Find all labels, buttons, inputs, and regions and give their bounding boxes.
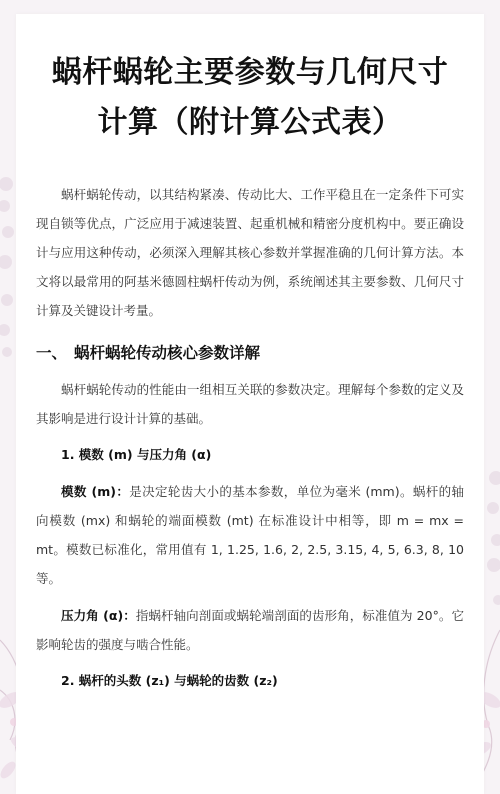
pressure-angle-term: 压力角 (α)： <box>61 608 136 623</box>
article-body <box>16 180 484 695</box>
intro-paragraph: 蜗杆蜗轮传动，以其结构紧凑、传动比大、工作平稳且在一定条件下可实现自锁等优点，广泛应用于减速装置、起重机械和精密分度机构中。要正确设计与应用这种传动，必须深入理解其核心参数并掌握准确的几何计算方法。本文将以最常用的阿基米德圆柱蜗杆传动为例，系统阐述其主要参数、几何尺寸计算及关键设计考量。 <box>36 187 464 318</box>
article-card <box>16 14 484 794</box>
section-1-number: 一、 <box>36 344 68 362</box>
subsection-2-heading: 2. 蜗杆的头数 (z₁) 与蜗轮的齿数 (z₂) <box>61 673 278 688</box>
modulus-definition <box>36 477 464 593</box>
modulus-text: 是决定轮齿大小的基本参数，单位为毫米 (mm)。蜗杆的轴向模数 (mx) 和蜗轮的端面模数 (mt) 在标准设计中相等，即 m = mx = mt。模数已标准化，常用值有 1, 1.25, 1.6, 2, 2.5, 3.15, 4, 5, 6.3, 8, 10 等。 <box>36 484 464 586</box>
title-line-1: 蜗杆蜗轮主要参数与几何尺寸 <box>51 55 449 90</box>
section-1-title: 蜗杆蜗轮传动核心参数详解 <box>74 344 261 362</box>
section-1-heading <box>36 339 464 367</box>
article-title <box>16 48 484 148</box>
title-line-2: 计算（附计算公式表） <box>97 105 403 140</box>
subsection-1-heading: 1. 模数 (m) 与压力角 (α) <box>61 447 212 462</box>
pressure-angle-text: 指蜗杆轴向剖面或蜗轮端剖面的齿形角，标准值为 20°。它影响轮齿的强度与啮合性能。 <box>36 608 464 652</box>
section-1-intro: 蜗杆蜗轮传动的性能由一组相互关联的参数决定。理解每个参数的定义及其影响是进行设计计算的基础。 <box>36 382 464 426</box>
pressure-angle-definition <box>36 601 464 659</box>
modulus-term: 模数 (m)： <box>61 484 130 499</box>
